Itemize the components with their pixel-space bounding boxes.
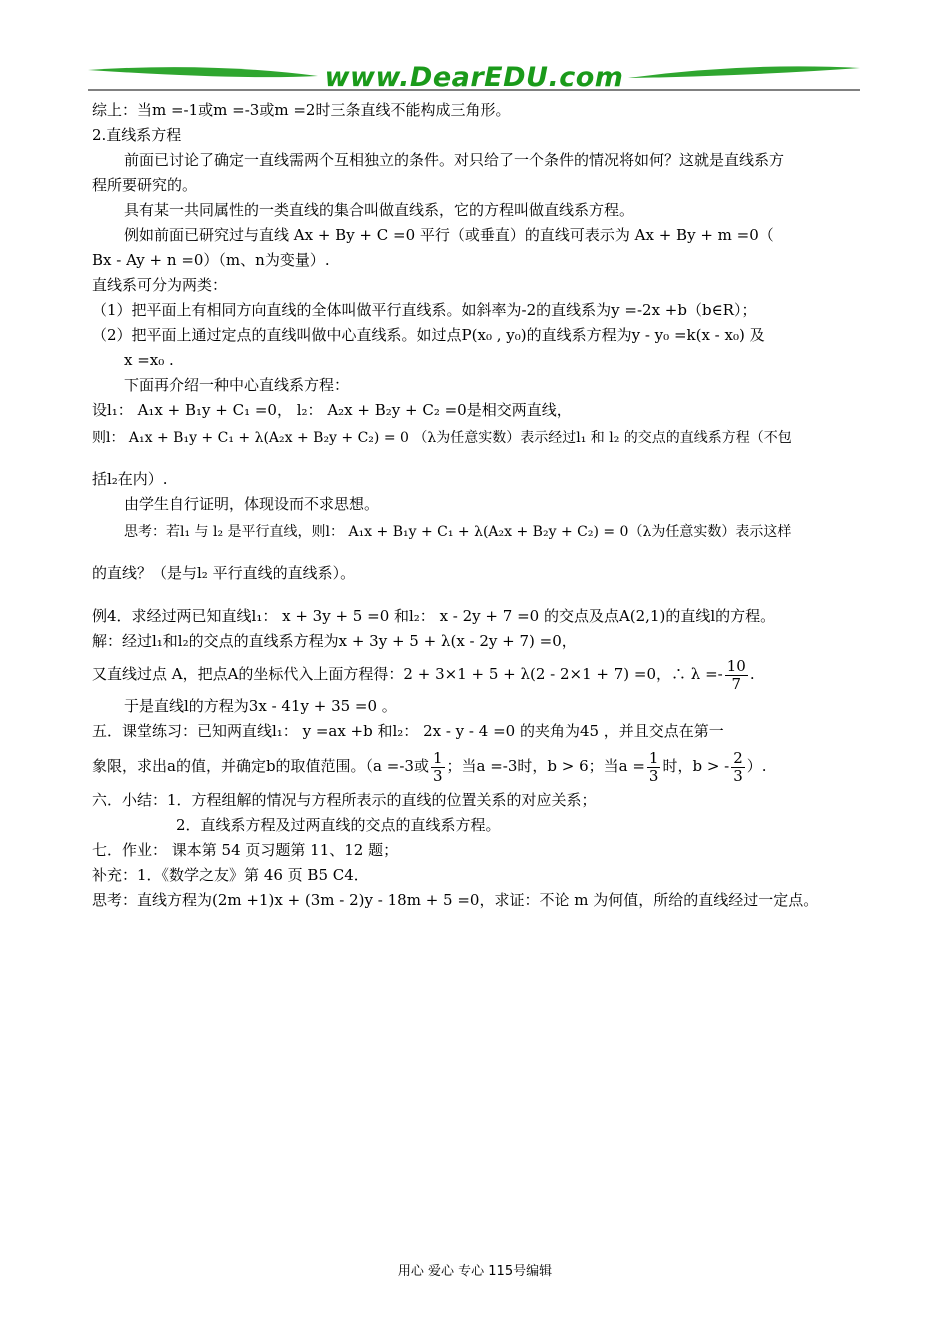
text-line: 设l₁： A₁x + B₁y + C₁ =0， l₂： A₂x + B₂y + C₂ =0是相交两直线， [92, 401, 572, 419]
text-line: 程所要研究的。 [92, 176, 198, 194]
fraction-numerator: 10 [726, 656, 746, 675]
fraction-denominator: 3 [733, 766, 743, 785]
text-line: 下面再介绍一种中心直线系方程： [124, 376, 350, 394]
text-line: 五．课堂练习：已知两直线l₁： y =ax +b 和l₂： 2x - y - 4 =0 的夹角为45 ，并且交点在第一 [92, 722, 724, 740]
fraction-numerator: 1 [648, 748, 659, 767]
text-line: 于是直线l的方程为3x - 41y + 35 =0 。 [124, 697, 397, 715]
site-logo[interactable]: www.DearEDU.com [324, 62, 624, 93]
text-line [92, 744, 862, 788]
fraction [731, 750, 745, 785]
page-header [88, 56, 864, 98]
text-line: 例如前面已研究过与直线 Ax + By + C =0 平行（或垂直）的直线可表示为 Ax + By + m =0（ [124, 226, 774, 244]
formula-line: 思考：若l₁ 与 l₂ 是平行直线，则l： A₁x + B₁y + C₁ + λ(A₂x + B₂y + C₂) = 0（λ为任意实数）表示这样 [124, 524, 792, 540]
example-title: 例4．求经过两已知直线l₁： x + 3y + 5 =0 和l₂： x - 2y + 7 =0 的交点及点A(2,1)的直线l的方程。 [92, 607, 776, 625]
text-span: ；当a =-3时，b > 6；当a = [446, 757, 645, 775]
text-line: 的直线？（是与l₂ 平行直线的直线系）。 [92, 564, 356, 582]
document-body [92, 98, 862, 913]
text-line: 六．小结：1．方程组解的情况与方程所表示的直线的位置关系的对应关系； [92, 791, 597, 809]
text-line: 七．作业： 课本第 54 页习题第 11、12 题； [92, 841, 399, 859]
text-line: 2．直线系方程及过两直线的交点的直线系方程。 [176, 816, 501, 834]
text-line: 又直线过点 A，把点A的坐标代入上面方程得：2 + 3×1 + 5 + λ(2 - 2×1 + 7) =0，∴ λ =- $\frac{10}{7}$ . [92, 656, 755, 693]
fraction-denominator: 3 [432, 766, 443, 785]
fraction-numerator: 2 [733, 748, 743, 767]
text-line: （2）把平面上通过定点的直线叫做中心直线系。如过点P(x₀ , y₀)的直线系方程为y - y₀ =k(x - x₀) 及 [92, 326, 765, 344]
text-span: ）. [746, 757, 767, 775]
fraction [431, 750, 445, 785]
text-line: 括l₂在内）. [92, 470, 168, 488]
text-line: x =x₀ . [124, 351, 174, 369]
formula-line: 则l： A₁x + B₁y + C₁ + λ(A₂x + B₂y + C₂) = 0 （λ为任意实数）表示经过l₁ 和 l₂ 的交点的直线系方程（不包 [92, 430, 792, 446]
fraction [725, 658, 748, 693]
text-span: 又直线过点 A，把点A的坐标代入上面方程得：2 + 3×1 + 5 + λ(2 - 2×1 + 7) =0，∴ λ =- [92, 665, 723, 683]
text-line: Bx - Ay + n =0）（m、n为变量）. [92, 251, 330, 269]
text-line: （1）把平面上有相同方向直线的全体叫做平行直线系。如斜率为-2的直线系为y =-2x +b（b∈R）； [92, 301, 757, 319]
text-line: 直线系可分为两类： [92, 276, 228, 294]
fraction-numerator: 1 [432, 748, 443, 767]
section-heading: 2.直线系方程 [92, 126, 182, 144]
text-line: 补充：1．《数学之友》第 46 页 B5 C4． [92, 866, 369, 884]
fraction [647, 750, 661, 785]
fraction-denominator: 3 [648, 766, 659, 785]
page-footer: 用心 爱心 专心 115号编辑 [397, 1264, 553, 1279]
text-line: 具有某一共同属性的一类直线的集合叫做直线系，它的方程叫做直线系方程。 [124, 201, 635, 219]
fraction-denominator: 7 [731, 674, 742, 693]
text-line: 综上：当m =-1或m =-3或m =2时三条直线不能构成三角形。 [92, 101, 511, 119]
text-line: 解：经过l₁和l₂的交点的直线系方程为x + 3y + 5 + λ(x - 2y + 7) =0， [92, 632, 577, 650]
text-line: 由学生自行证明，体现设而不求思想。 [124, 495, 380, 513]
text-line: 思考：直线方程为(2m +1)x + (3m - 2)y - 18m + 5 =0，求证：不论 m 为何值，所给的直线经过一定点。 [92, 891, 819, 909]
text-span: 象限，求出a的值，并确定b的取值范围。（a =-3或 [92, 757, 429, 775]
text-span: 时，b > - [662, 757, 730, 775]
text-line: 前面已讨论了确定一直线需两个互相独立的条件。对只给了一个条件的情况将如何？这就是直线系方 [124, 151, 785, 169]
